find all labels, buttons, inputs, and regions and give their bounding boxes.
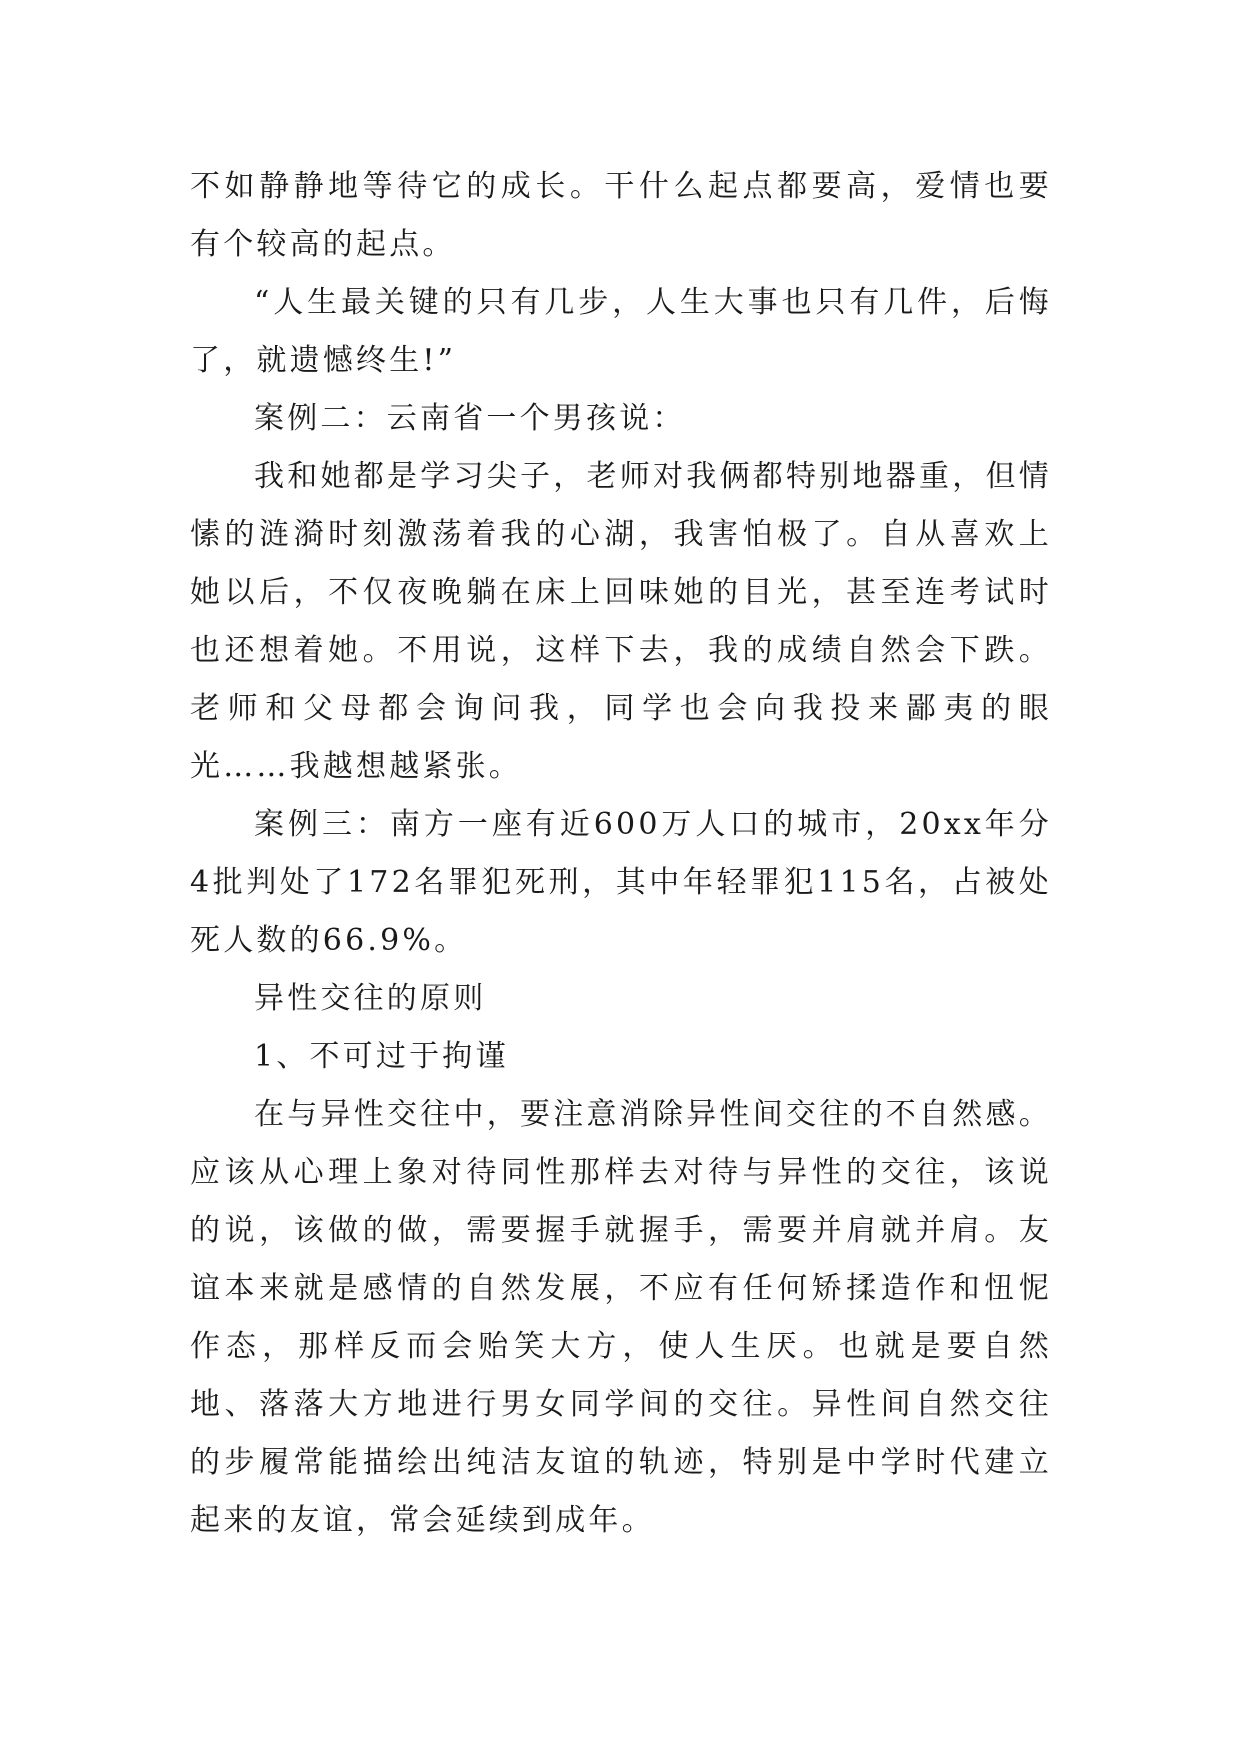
case-three-body: 案例三：南方一座有近600万人口的城市，20xx年分4批判处了172名罪犯死刑，其中年轻罪犯115名，占被处死人数的66.9%。 (190, 807, 1052, 958)
case-two-heading: 案例二：云南省一个男孩说： (254, 401, 686, 436)
paragraph-quote: “人生最关键的只有几步，人生大事也只有几件，后悔了，就遗憾终生!” (190, 285, 1052, 378)
principle-1-body: 在与异性交往中，要注意消除异性间交往的不自然感。应该从心理上象对待同性那样去对待与异性的交往，该说的说，该做的做，需要握手就握手，需要并肩就并肩。友谊本来就是感情的自然发展，不应有任何矫揉造作和忸怩作态，那样反而会贻笑大方，使人生厌。也就是要自然地、落落大方地进行男女同学间的交往。异性间自然交往的步履常能描绘出纯洁友谊的轨迹，特别是中学时代建立起来的友谊，常会延续到成年。 (190, 1097, 1052, 1538)
paragraph-1: 不如静静地等待它的成长。干什么起点都要高，爱情也要有个较高的起点。 (190, 169, 1052, 262)
principle-1-heading: 1、不可过于拘谨 (254, 1039, 509, 1074)
document-body (190, 158, 1052, 1550)
case-two-body: 我和她都是学习尖子，老师对我俩都特别地器重，但情愫的涟漪时刻激荡着我的心湖，我害怕极了。自从喜欢上她以后，不仅夜晚躺在床上回味她的目光，甚至连考试时也还想着她。不用说，这样下去，我的成绩自然会下跌。老师和父母都会询问我，同学也会向我投来鄙夷的眼光……我越想越紧张。 (190, 459, 1052, 784)
section-heading-principles: 异性交往的原则 (254, 981, 487, 1016)
